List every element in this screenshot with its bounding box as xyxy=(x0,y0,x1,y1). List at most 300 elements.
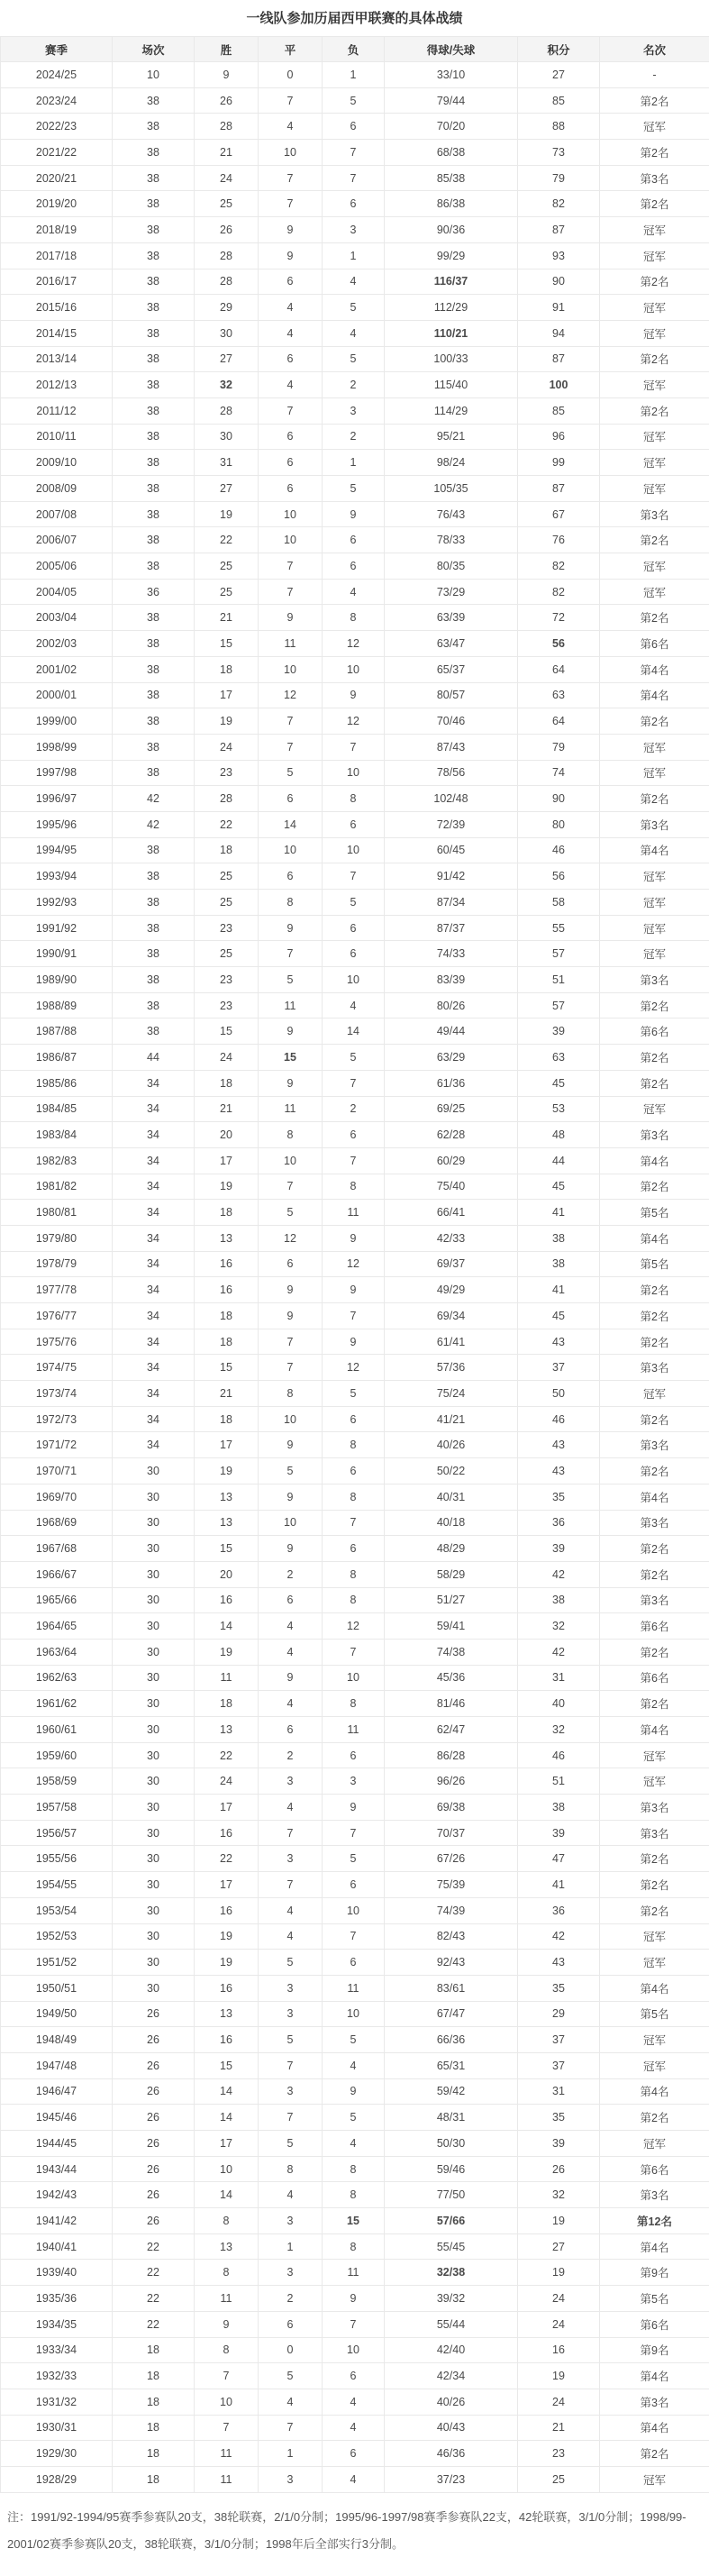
cell: 冠军 xyxy=(600,2466,709,2492)
cell: 70/20 xyxy=(385,114,518,140)
cell: 38 xyxy=(113,760,195,786)
cell: 30 xyxy=(113,1795,195,1821)
cell: 10 xyxy=(259,501,323,527)
cell: 8 xyxy=(323,1691,385,1717)
cell: 41/21 xyxy=(385,1406,518,1432)
cell: 2016/17 xyxy=(1,269,113,295)
table-row xyxy=(1,346,709,372)
cell: 1 xyxy=(323,450,385,476)
table-row xyxy=(1,1923,709,1950)
cell: 9 xyxy=(323,1329,385,1355)
table-row xyxy=(1,2001,709,2027)
cell: 38 xyxy=(113,656,195,682)
cell: 49/29 xyxy=(385,1277,518,1303)
cell: 1928/29 xyxy=(1,2466,113,2492)
cell: 78/56 xyxy=(385,760,518,786)
cell: 1961/62 xyxy=(1,1691,113,1717)
cell: 45/36 xyxy=(385,1665,518,1691)
cell: 10 xyxy=(259,656,323,682)
cell: 80/35 xyxy=(385,553,518,580)
cell: 1995/96 xyxy=(1,811,113,837)
cell: 24 xyxy=(518,2286,600,2312)
cell: 第4名 xyxy=(600,1225,709,1251)
table-row xyxy=(1,967,709,993)
cell: 38 xyxy=(113,140,195,166)
cell: 6 xyxy=(323,1406,385,1432)
cell: 第2名 xyxy=(600,87,709,114)
cell: 70/46 xyxy=(385,708,518,735)
cell: 6 xyxy=(323,1872,385,1898)
cell: 6 xyxy=(323,114,385,140)
cell: 第6名 xyxy=(600,1665,709,1691)
cell: 10 xyxy=(259,1147,323,1174)
cell: 63 xyxy=(518,682,600,708)
cell: 82/43 xyxy=(385,1923,518,1950)
table-row xyxy=(1,579,709,605)
cell: 53 xyxy=(518,1096,600,1122)
cell: 67/26 xyxy=(385,1846,518,1872)
table-row xyxy=(1,1070,709,1096)
cell: 24 xyxy=(518,2389,600,2415)
cell: 63/39 xyxy=(385,605,518,631)
cell: 1953/54 xyxy=(1,1897,113,1923)
cell: 3 xyxy=(259,1846,323,1872)
cell: 100/33 xyxy=(385,346,518,372)
cell: 69/25 xyxy=(385,1096,518,1122)
cell: 26 xyxy=(195,87,259,114)
cell: 32 xyxy=(518,2182,600,2208)
cell: 冠军 xyxy=(600,1950,709,1976)
table-row xyxy=(1,217,709,243)
cell: 第5名 xyxy=(600,1200,709,1226)
cell: 26 xyxy=(113,2156,195,2182)
cell: 41 xyxy=(518,1200,600,1226)
cell: 3 xyxy=(259,1975,323,2001)
cell: 冠军 xyxy=(600,1742,709,1768)
cell: 9 xyxy=(323,2286,385,2312)
cell: 74/33 xyxy=(385,941,518,967)
cell: 冠军 xyxy=(600,1381,709,1407)
cell: 15 xyxy=(323,2208,385,2234)
cell: 1997/98 xyxy=(1,760,113,786)
header-row xyxy=(1,37,709,62)
cell: 93 xyxy=(518,242,600,269)
cell: 7 xyxy=(259,1872,323,1898)
cell: 38 xyxy=(113,682,195,708)
cell: 4 xyxy=(323,2389,385,2415)
cell: 11 xyxy=(195,1665,259,1691)
cell: 69/34 xyxy=(385,1303,518,1329)
column-header-6: 积分 xyxy=(518,37,600,62)
cell: 第2名 xyxy=(600,708,709,735)
table-row xyxy=(1,915,709,941)
cell: 42/40 xyxy=(385,2337,518,2363)
cell: 冠军 xyxy=(600,1096,709,1122)
cell: 第3名 xyxy=(600,1432,709,1458)
cell: 4 xyxy=(323,579,385,605)
table-row xyxy=(1,165,709,191)
cell: 82 xyxy=(518,553,600,580)
cell: 12 xyxy=(323,708,385,735)
cell: 9 xyxy=(323,2078,385,2105)
cell: 34 xyxy=(113,1122,195,1148)
cell: 第2名 xyxy=(600,1691,709,1717)
cell: 38 xyxy=(113,553,195,580)
cell: 11 xyxy=(323,1717,385,1743)
table-row xyxy=(1,1277,709,1303)
cell: 冠军 xyxy=(600,450,709,476)
cell: 4 xyxy=(259,320,323,346)
column-header-5: 得球/失球 xyxy=(385,37,518,62)
cell: 0 xyxy=(259,2337,323,2363)
cell: 46 xyxy=(518,1742,600,1768)
cell: 3 xyxy=(323,217,385,243)
cell: 6 xyxy=(323,191,385,217)
table-row xyxy=(1,269,709,295)
cell: 30 xyxy=(113,1536,195,1562)
cell: 1932/33 xyxy=(1,2363,113,2389)
cell: 1950/51 xyxy=(1,1975,113,2001)
cell: 16 xyxy=(195,1820,259,1846)
cell: 2 xyxy=(323,372,385,398)
cell: 67 xyxy=(518,501,600,527)
cell: 5 xyxy=(323,87,385,114)
cell: 87/43 xyxy=(385,734,518,760)
cell: 8 xyxy=(323,1174,385,1200)
cell: 2011/12 xyxy=(1,397,113,424)
cell: 10 xyxy=(323,1665,385,1691)
table-row xyxy=(1,2337,709,2363)
cell: 3 xyxy=(323,397,385,424)
cell: 38 xyxy=(113,450,195,476)
cell: 12 xyxy=(323,1251,385,1277)
cell: 7 xyxy=(323,140,385,166)
cell: 38 xyxy=(113,941,195,967)
table-row xyxy=(1,1406,709,1432)
cell: 4 xyxy=(259,372,323,398)
cell: 2003/04 xyxy=(1,605,113,631)
cell: 38 xyxy=(113,372,195,398)
cell: 38 xyxy=(113,915,195,941)
cell: 56 xyxy=(518,631,600,657)
cell: 37 xyxy=(518,2027,600,2053)
cell: 30 xyxy=(113,1561,195,1587)
table-row xyxy=(1,1355,709,1381)
cell: 98/24 xyxy=(385,450,518,476)
cell: 22 xyxy=(113,2286,195,2312)
cell: 40/31 xyxy=(385,1484,518,1510)
cell: 10 xyxy=(259,1510,323,1536)
cell: 第3名 xyxy=(600,1355,709,1381)
cell: 18 xyxy=(195,1691,259,1717)
table-row xyxy=(1,2311,709,2337)
cell: 6 xyxy=(259,1717,323,1743)
column-header-0: 赛季 xyxy=(1,37,113,62)
cell: 18 xyxy=(195,1303,259,1329)
cell: 72 xyxy=(518,605,600,631)
cell: 10 xyxy=(323,837,385,863)
cell: 第4名 xyxy=(600,2415,709,2441)
cell: 48 xyxy=(518,1122,600,1148)
cell: 4 xyxy=(323,2466,385,2492)
cell: 2019/20 xyxy=(1,191,113,217)
cell: 4 xyxy=(259,1613,323,1640)
cell: 24 xyxy=(518,2311,600,2337)
cell: 9 xyxy=(259,217,323,243)
cell: 30 xyxy=(113,1484,195,1510)
cell: 27 xyxy=(195,476,259,502)
cell: 第3名 xyxy=(600,1795,709,1821)
cell: 1987/88 xyxy=(1,1019,113,1045)
table-row xyxy=(1,191,709,217)
cell: 74/39 xyxy=(385,1897,518,1923)
cell: 7 xyxy=(259,397,323,424)
cell: 第6名 xyxy=(600,1613,709,1640)
cell: 19 xyxy=(195,708,259,735)
cell: 2001/02 xyxy=(1,656,113,682)
cell: 4 xyxy=(259,295,323,321)
cell: 16 xyxy=(195,1975,259,2001)
cell: 2013/14 xyxy=(1,346,113,372)
cell: 38 xyxy=(113,1019,195,1045)
cell: 5 xyxy=(323,476,385,502)
cell: 7 xyxy=(195,2363,259,2389)
cell: 1964/65 xyxy=(1,1613,113,1640)
cell: 6 xyxy=(259,450,323,476)
cell: 2 xyxy=(323,1096,385,1122)
cell: 34 xyxy=(113,1432,195,1458)
cell: 45 xyxy=(518,1303,600,1329)
cell: 26 xyxy=(113,2078,195,2105)
cell: 90 xyxy=(518,786,600,812)
cell: 1956/57 xyxy=(1,1820,113,1846)
cell: 第4名 xyxy=(600,1147,709,1174)
cell: 10 xyxy=(323,2337,385,2363)
cell: 69/37 xyxy=(385,1251,518,1277)
cell: 26 xyxy=(113,2001,195,2027)
cell: 11 xyxy=(259,992,323,1019)
cell: 22 xyxy=(195,1846,259,1872)
cell: 1960/61 xyxy=(1,1717,113,1743)
cell: 34 xyxy=(113,1303,195,1329)
cell: 1991/92 xyxy=(1,915,113,941)
cell: 43 xyxy=(518,1329,600,1355)
cell: 25 xyxy=(195,890,259,916)
table-row xyxy=(1,863,709,890)
cell: 9 xyxy=(259,242,323,269)
cell: 第3名 xyxy=(600,2182,709,2208)
cell: 7 xyxy=(259,1820,323,1846)
cell: 87 xyxy=(518,476,600,502)
cell: 116/37 xyxy=(385,269,518,295)
cell: 5 xyxy=(323,1045,385,1071)
cell: 23 xyxy=(518,2441,600,2467)
cell: 14 xyxy=(323,1019,385,1045)
cell: 21 xyxy=(195,605,259,631)
cell: 38 xyxy=(518,1251,600,1277)
cell: 76 xyxy=(518,527,600,553)
table-row xyxy=(1,450,709,476)
cell: 2017/18 xyxy=(1,242,113,269)
cell: 第2名 xyxy=(600,2105,709,2131)
cell: 冠军 xyxy=(600,2052,709,2078)
cell: 9 xyxy=(259,1484,323,1510)
cell: 1990/91 xyxy=(1,941,113,967)
cell: 2 xyxy=(259,1561,323,1587)
cell: 30 xyxy=(113,1872,195,1898)
cell: 25 xyxy=(195,191,259,217)
cell: 38 xyxy=(518,1225,600,1251)
cell: 0 xyxy=(259,62,323,88)
cell: 28 xyxy=(195,114,259,140)
cell: 18 xyxy=(195,837,259,863)
table-row xyxy=(1,424,709,450)
cell: 5 xyxy=(259,1950,323,1976)
table-row xyxy=(1,1147,709,1174)
cell: 38 xyxy=(113,863,195,890)
table-row xyxy=(1,2441,709,2467)
cell: 35 xyxy=(518,2105,600,2131)
cell: 42 xyxy=(113,811,195,837)
cell: 87/37 xyxy=(385,915,518,941)
table-row xyxy=(1,2078,709,2105)
cell: 2002/03 xyxy=(1,631,113,657)
table-row xyxy=(1,1872,709,1898)
cell: 56 xyxy=(518,863,600,890)
cell: 5 xyxy=(259,2363,323,2389)
cell: 41 xyxy=(518,1277,600,1303)
cell: 1974/75 xyxy=(1,1355,113,1381)
cell: 32 xyxy=(518,1613,600,1640)
cell: 11 xyxy=(195,2466,259,2492)
cell: 42 xyxy=(518,1923,600,1950)
cell: 30 xyxy=(195,320,259,346)
cell: 63/29 xyxy=(385,1045,518,1071)
table-row xyxy=(1,811,709,837)
cell: 10 xyxy=(323,967,385,993)
cell: 1999/00 xyxy=(1,708,113,735)
cell: 1930/31 xyxy=(1,2415,113,2441)
cell: 115/40 xyxy=(385,372,518,398)
cell: 6 xyxy=(323,1458,385,1484)
cell: 21 xyxy=(518,2415,600,2441)
cell: 5 xyxy=(259,1200,323,1226)
cell: 7 xyxy=(323,1070,385,1096)
cell: 25 xyxy=(195,863,259,890)
table-row xyxy=(1,242,709,269)
cell: 1933/34 xyxy=(1,2337,113,2363)
table-row xyxy=(1,1174,709,1200)
cell: 61/41 xyxy=(385,1329,518,1355)
table-row xyxy=(1,1950,709,1976)
cell: 34 xyxy=(113,1251,195,1277)
cell: 9 xyxy=(259,1536,323,1562)
cell: 35 xyxy=(518,1484,600,1510)
cell: 6 xyxy=(323,1950,385,1976)
cell: 30 xyxy=(113,1639,195,1665)
cell: 7 xyxy=(259,1174,323,1200)
cell: 22 xyxy=(195,811,259,837)
cell: 10 xyxy=(259,527,323,553)
cell: 1 xyxy=(323,242,385,269)
cell: 86/28 xyxy=(385,1742,518,1768)
cell: 58/29 xyxy=(385,1561,518,1587)
cell: 14 xyxy=(195,1613,259,1640)
cell: 86/38 xyxy=(385,191,518,217)
cell: 18 xyxy=(113,2389,195,2415)
cell: 100 xyxy=(518,372,600,398)
table-row xyxy=(1,631,709,657)
cell: 14 xyxy=(195,2105,259,2131)
cell: 第6名 xyxy=(600,1019,709,1045)
cell: 9 xyxy=(259,1277,323,1303)
cell: 第4名 xyxy=(600,1975,709,2001)
cell: 第3名 xyxy=(600,1587,709,1613)
cell: 9 xyxy=(195,62,259,88)
cell: 第2名 xyxy=(600,191,709,217)
cell: 1986/87 xyxy=(1,1045,113,1071)
cell: 1966/67 xyxy=(1,1561,113,1587)
cell: 8 xyxy=(323,2233,385,2260)
cell: 26 xyxy=(113,2208,195,2234)
table-row xyxy=(1,2052,709,2078)
table-row xyxy=(1,941,709,967)
cell: 24 xyxy=(195,734,259,760)
cell: 6 xyxy=(323,2441,385,2467)
table-row xyxy=(1,295,709,321)
cell: 8 xyxy=(323,1561,385,1587)
cell: 36 xyxy=(518,1510,600,1536)
cell: 10 xyxy=(195,2389,259,2415)
cell: 38 xyxy=(113,501,195,527)
cell: 37 xyxy=(518,2052,600,2078)
cell: 112/29 xyxy=(385,295,518,321)
cell: 7 xyxy=(259,165,323,191)
cell: 92/43 xyxy=(385,1950,518,1976)
cell: 第2名 xyxy=(600,1897,709,1923)
cell: 79 xyxy=(518,165,600,191)
cell: 1 xyxy=(259,2233,323,2260)
cell: 50 xyxy=(518,1381,600,1407)
cell: 1968/69 xyxy=(1,1510,113,1536)
cell: 5 xyxy=(323,1846,385,1872)
cell: 39 xyxy=(518,2131,600,2157)
cell: 1971/72 xyxy=(1,1432,113,1458)
cell: 19 xyxy=(518,2363,600,2389)
cell: 8 xyxy=(195,2260,259,2286)
cell: 17 xyxy=(195,2131,259,2157)
cell: 75/40 xyxy=(385,1174,518,1200)
cell: 1942/43 xyxy=(1,2182,113,2208)
cell: 26 xyxy=(113,2052,195,2078)
cell: 51 xyxy=(518,1768,600,1795)
cell: 6 xyxy=(323,811,385,837)
cell: 2014/15 xyxy=(1,320,113,346)
cell: 1993/94 xyxy=(1,863,113,890)
table-row xyxy=(1,837,709,863)
cell: 6 xyxy=(323,2363,385,2389)
page-title: 一线队参加历届西甲联赛的具体战绩 xyxy=(246,11,463,26)
cell: 1954/55 xyxy=(1,1872,113,1898)
cell: 19 xyxy=(195,1639,259,1665)
cell: 7 xyxy=(259,2105,323,2131)
cell: 70/37 xyxy=(385,1820,518,1846)
table-row xyxy=(1,1019,709,1045)
cell: 62/28 xyxy=(385,1122,518,1148)
cell: 90/36 xyxy=(385,217,518,243)
cell: 35 xyxy=(518,1975,600,2001)
cell: 7 xyxy=(323,2311,385,2337)
